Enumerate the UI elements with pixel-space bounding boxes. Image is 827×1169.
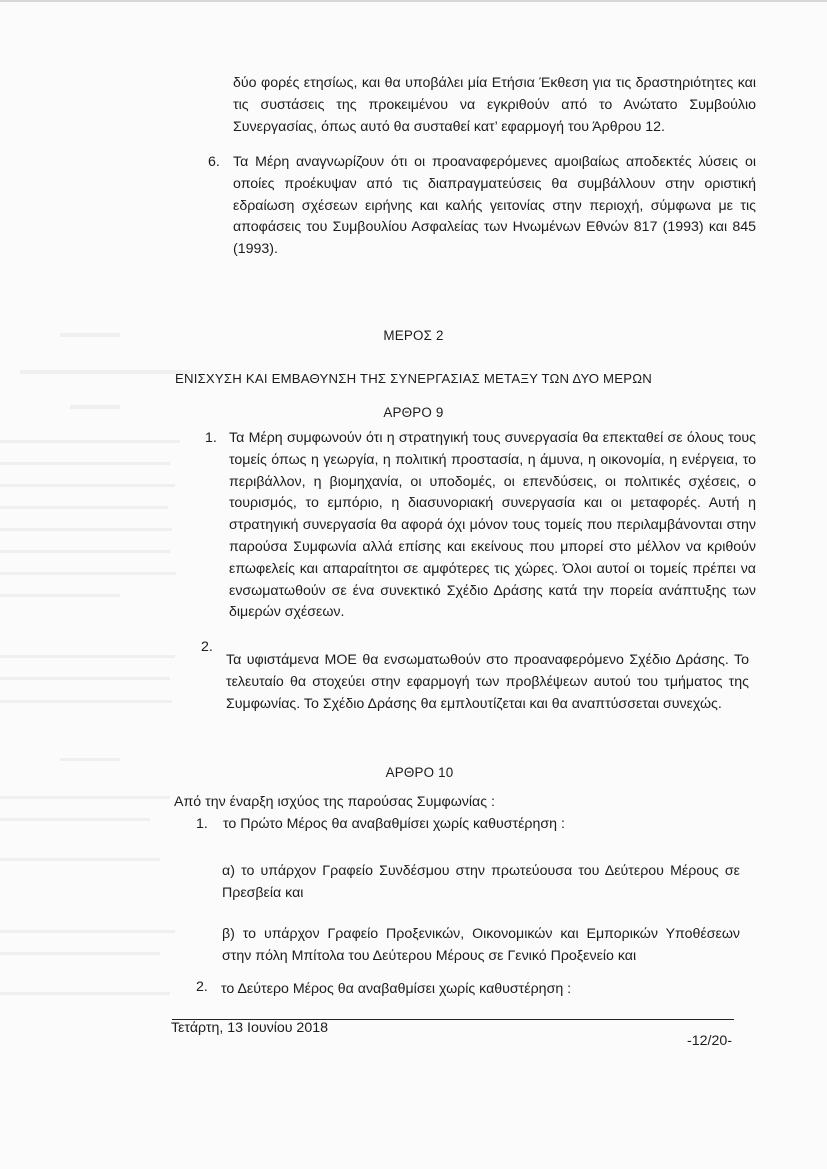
article-10-intro: Από την έναρξη ισχύος της παρούσας Συμφωνίας : xyxy=(174,794,495,810)
bleed-through-mark xyxy=(0,484,175,487)
bleed-through-mark xyxy=(0,992,170,995)
article-10-title: ΑΡΘΡΟ 10 xyxy=(385,765,454,780)
bleed-through-mark xyxy=(0,700,172,703)
article-10-item-1-text: το Πρώτο Μέρος θα αναβαθμίσει χωρίς καθυστέρηση : xyxy=(223,816,565,832)
bleed-through-mark xyxy=(60,758,120,761)
bleed-through-mark xyxy=(0,506,168,509)
article-9-item-2-number: 2. xyxy=(201,639,213,655)
bleed-through-mark xyxy=(0,930,175,933)
bleed-through-mark xyxy=(0,952,160,955)
item-6-paragraph: Τα Μέρη αναγνωρίζουν ότι οι προαναφερόμενες αμοιβαίως αποδεκτές λύσεις οι οποίες προέκυψαν από τις διαπραγματεύσεις θα συμβάλλουν στην οριστική εδραίωση σχέσεων ειρήνης και καλής γειτονίας στην περιοχή, σύμφωνα με τις αποφάσεις του Συμβουλίου Ασφαλείας των Ηνωμένων Εθνών 817 (1993) και 845 (1993). xyxy=(233,154,756,258)
footer-page-number: -12/20- xyxy=(687,1033,732,1049)
bleed-through-mark xyxy=(0,858,160,861)
article-10-sub-b: β) το υπάρχον Γραφείο Προξενικών, Οικονομικών και Εμπορικών Υποθέσεων στην πόλη Μπίτολα του Δεύτερου Μέρους σε Γενικό Προξενείο και xyxy=(222,926,740,964)
article-10-item-2-number: 2. xyxy=(196,979,208,995)
bleed-through-mark xyxy=(0,550,170,553)
bleed-through-mark xyxy=(0,818,150,821)
article-9-title: ΑΡΘΡΟ 9 xyxy=(383,405,444,420)
article-9-item-2-paragraph: Τα υφιστάμενα ΜΟΕ θα ενσωματωθούν στο προαναφερόμενο Σχέδιο Δράσης. Το τελευταίο θα στοχεύει στην εφαρμογή των προβλέψεων αυτού του τμήματος της Συμφωνίας. Το Σχέδιο Δράσης θα εμπλουτίζεται και θα αναπτύσσεται συνεχώς. xyxy=(226,652,749,712)
bleed-through-mark xyxy=(0,572,176,575)
article-9-item-1-paragraph: Τα Μέρη συμφωνούν ότι η στρατηγική τους συνεργασία θα επεκταθεί σε όλους τους τομείς όπως η γεωργία, η πολιτική προστασία, η άμυνα, η οικονομία, η ενέργεια, το περιβάλλον, η βιομηχανία, οι υποδομές, οι επενδύσεις, οι πολιτικές σχέσεις, ο τουρισμός, το εμπόριο, η διασυνοριακή συνεργασία και οι μεταφορές. Αυτή η στρατηγική συνεργασία θα αφορά όχι μόνον τους τομείς που περιλαμβάνονται στην παρούσα Συμφωνία αλλά επίσης και εκείνους που μπορεί στο μέλλον να κριθούν επωφελείς και απαραίτητοι σε αμφότερες τις χώρες. Όλοι αυτοί οι τομείς πρέπει να ενσωματωθούν σε ένα συνεκτικό Σχέδιο Δράσης κατά την πορεία ανάπτυξης των διμερών σχέσεων. xyxy=(229,430,756,621)
article-10-item-1-number: 1. xyxy=(196,816,208,832)
part-title: ΜΕΡΟΣ 2 xyxy=(383,328,444,343)
bleed-through-mark xyxy=(0,796,170,799)
bleed-through-mark xyxy=(0,528,172,531)
bleed-through-mark xyxy=(0,440,180,443)
footer-date: Τετάρτη, 13 Ιουνίου 2018 xyxy=(171,1020,328,1036)
item-6-number: 6. xyxy=(208,154,220,170)
bleed-through-mark xyxy=(0,594,120,597)
part-subtitle: ΕΝΙΣΧΥΣΗ ΚΑΙ ΕΜΒΑΘΥΝΣΗ ΤΗΣ ΣΥΝΕΡΓΑΣΙΑΣ ΜΕΤΑΞΥ ΤΩΝ ΔΥΟ ΜΕΡΩΝ xyxy=(175,371,652,386)
continuation-paragraph: δύο φορές ετησίως, και θα υποβάλει μία Ετήσια Έκθεση για τις δραστηριότητες και τις συστάσεις της προκειμένου να εγκριθούν από το Ανώτατο Συμβούλιο Συνεργασίας, όπως αυτό θα συσταθεί κατ’ εφαρμογή του Άρθρου 12. xyxy=(233,75,756,135)
bleed-through-mark xyxy=(0,462,170,465)
bleed-through-mark xyxy=(0,655,175,658)
scan-edge xyxy=(0,0,827,2)
article-9-item-1-number: 1. xyxy=(205,430,217,446)
article-10-sub-a: α) το υπάρχον Γραφείο Συνδέσμου στην πρωτεύουσα του Δεύτερου Μέρους σε Πρεσβεία και xyxy=(222,863,740,901)
bleed-through-mark xyxy=(0,677,170,680)
article-10-item-2-text: το Δεύτερο Μέρος θα αναβαθμίσει χωρίς καθυστέρηση : xyxy=(221,981,572,997)
